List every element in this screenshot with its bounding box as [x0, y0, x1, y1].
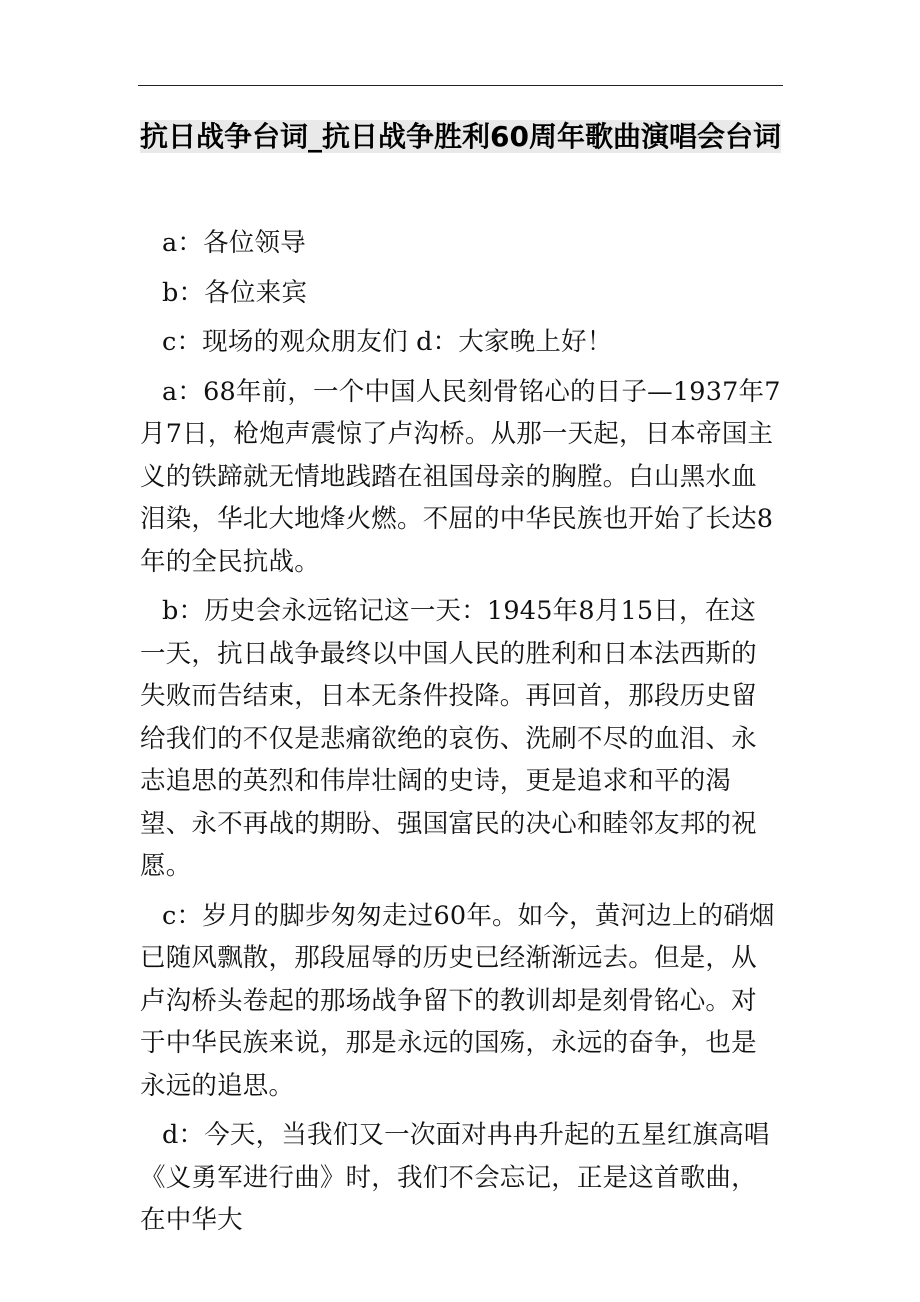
document-title — [140, 110, 781, 164]
paragraph — [140, 222, 781, 265]
document-body — [140, 222, 781, 1249]
header-rule — [138, 85, 783, 86]
paragraph — [140, 895, 781, 1108]
paragraph-text: b：历史会永远铭记这一天：1945年8月15日，在这一天，抗日战争最终以中国人民的胜利和日本法西斯的失败而告结束，日本无条件投降。再回首，那段历史留给我们的不仅是悲痛欲绝的哀伤、洗刷不尽的血泪、永志追思的英烈和伟岸壮阔的史诗，更是追求和平的渴望、永不再战的期盼、强国富民的决心和睦邻友邦的祝愿。 — [140, 596, 757, 881]
paragraph — [140, 1114, 781, 1242]
paragraph — [140, 371, 781, 584]
paragraph-text: d：今天，当我们又一次面对冉冉升起的五星红旗高唱《义勇军进行曲》时，我们不会忘记，正是这首歌曲，在中华大 — [140, 1120, 770, 1235]
paragraph-text: c：现场的观众朋友们 d：大家晚上好！ — [162, 327, 613, 357]
paragraph — [140, 321, 781, 364]
document-title-text: 抗日战争台词_抗日战争胜利60周年歌曲演唱会台词 — [140, 120, 781, 153]
paragraph-text: c：岁月的脚步匆匆走过60年。如今，黄河边上的硝烟已随风飘散，那段屈辱的历史已经渐渐远去。但是，从卢沟桥头卷起的那场战争留下的教训却是刻骨铭心。对于中华民族来说，那是永远的国殇，永远的奋争，也是永远的追思。 — [140, 900, 775, 1101]
paragraph — [140, 272, 781, 315]
paragraph-text: a：68年前，一个中国人民刻骨铭心的日子—1937年7月7日，枪炮声震惊了卢沟桥。从那一天起，日本帝国主义的铁蹄就无情地践踏在祖国母亲的胸膛。白山黑水血泪染，华北大地烽火燃。不屈的中华民族也开始了长达8年的全民抗战。 — [140, 376, 781, 577]
paragraph — [140, 590, 781, 888]
paragraph-text: a：各位领导 — [162, 228, 306, 258]
paragraph-text: b：各位来宾 — [162, 277, 308, 308]
